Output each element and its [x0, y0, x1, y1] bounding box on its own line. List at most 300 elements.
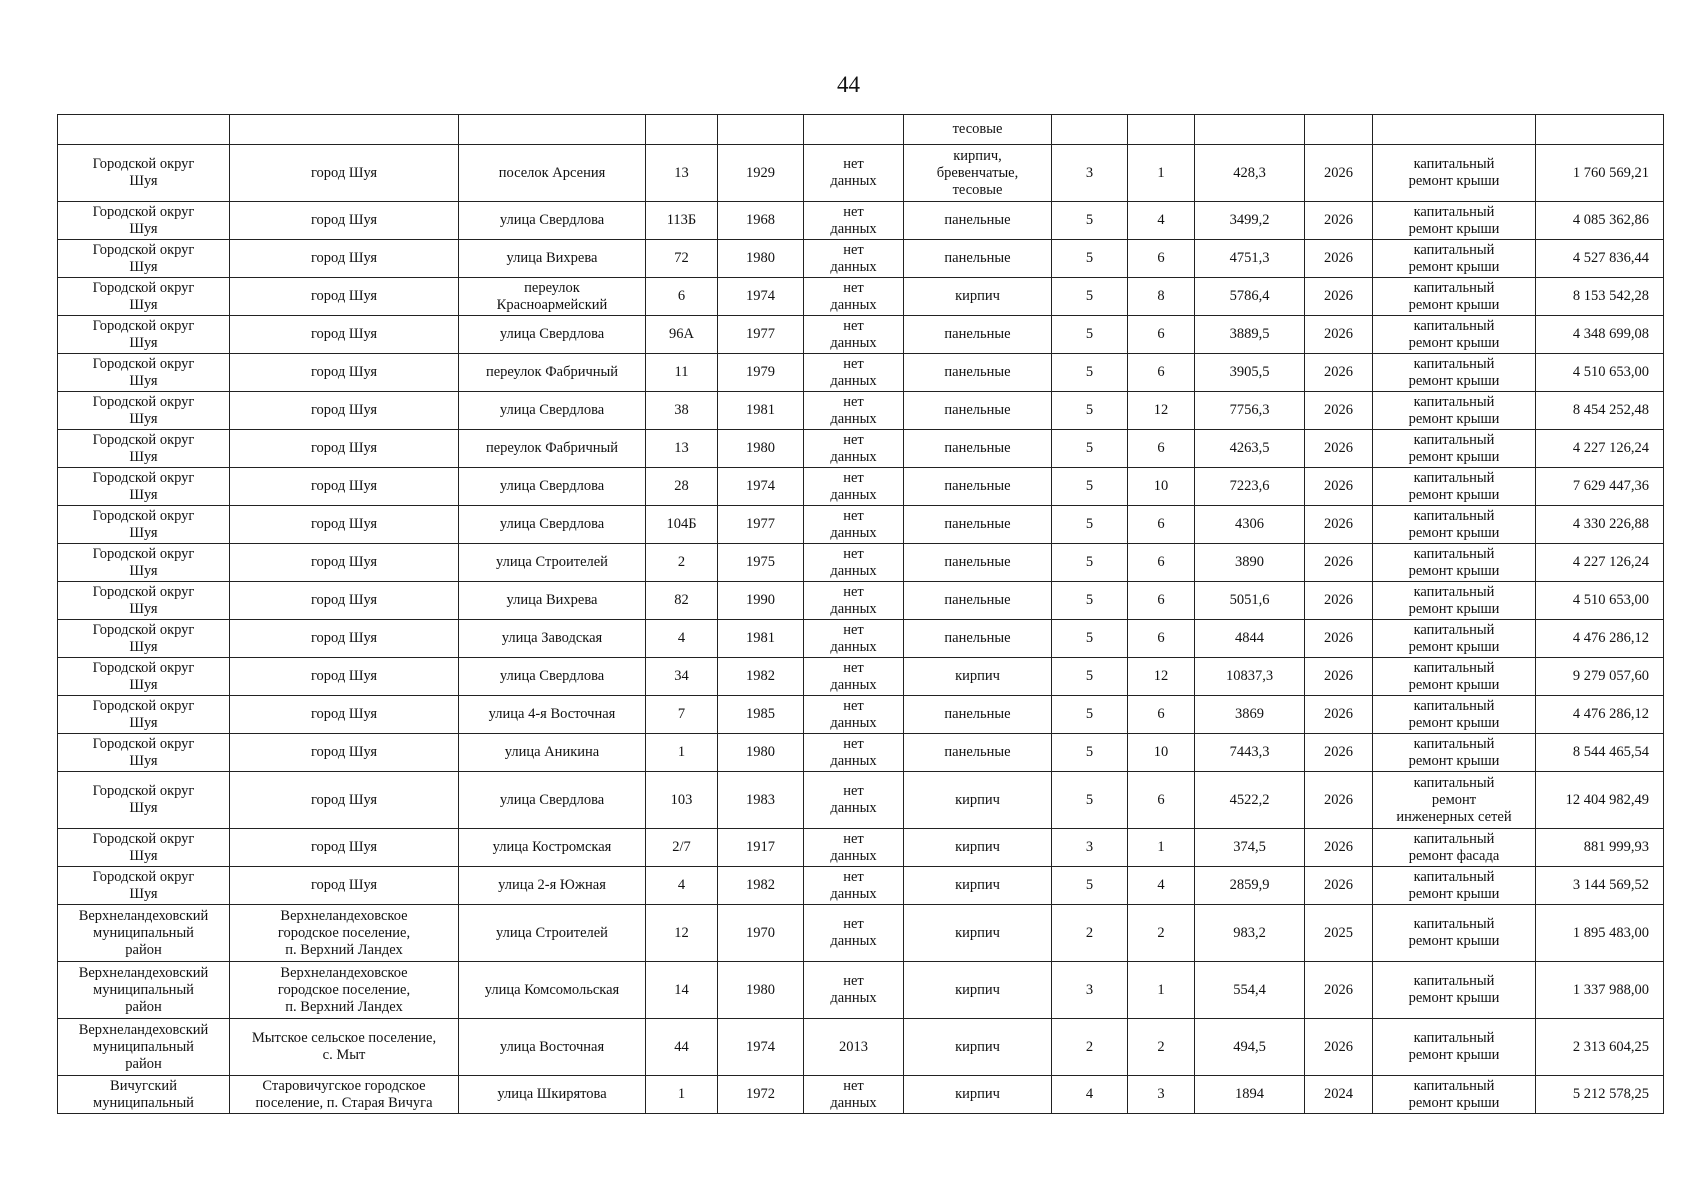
- cell-area: 4844: [1195, 620, 1305, 658]
- cell-house-number: 4: [646, 867, 718, 905]
- cell-year-built: 1929: [718, 145, 804, 202]
- cell-floors: 5: [1052, 392, 1128, 430]
- cell-municipality: Верхнеландеховский муниципальный район: [58, 905, 230, 962]
- cell-planned-year: 2026: [1305, 468, 1373, 506]
- table-row: [58, 240, 1664, 278]
- cell-year-built: 1981: [718, 620, 804, 658]
- cell-street: улица 2-я Южная: [459, 867, 646, 905]
- cell-settlement: город Шуя: [230, 867, 459, 905]
- table-row: [58, 145, 1664, 202]
- cell-cost: 4 476 286,12: [1536, 620, 1664, 658]
- cell-house-number: 6: [646, 278, 718, 316]
- cell-planned-year: 2026: [1305, 867, 1373, 905]
- cell-area: 5051,6: [1195, 582, 1305, 620]
- cell-last-repair-year: нет данных: [804, 696, 904, 734]
- cell-entrances: 2: [1128, 1019, 1195, 1076]
- cell-street: улица Свердлова: [459, 658, 646, 696]
- cell-floors: 5: [1052, 202, 1128, 240]
- table-row: [58, 829, 1664, 867]
- cell-house-number: 113Б: [646, 202, 718, 240]
- cell-wall-material: кирпич: [904, 658, 1052, 696]
- cell-house-number: 38: [646, 392, 718, 430]
- cell-wall-material: панельные: [904, 734, 1052, 772]
- cell-cost: 4 330 226,88: [1536, 506, 1664, 544]
- cell-area: 7756,3: [1195, 392, 1305, 430]
- cell-area: 428,3: [1195, 145, 1305, 202]
- cell-wall-material: панельные: [904, 468, 1052, 506]
- cell-cost: 8 544 465,54: [1536, 734, 1664, 772]
- cell-floors: 5: [1052, 544, 1128, 582]
- cell-house-number: 103: [646, 772, 718, 829]
- cell-street: улица Свердлова: [459, 506, 646, 544]
- cell-entrances: 6: [1128, 772, 1195, 829]
- cell-year-built: 1975: [718, 544, 804, 582]
- cell-wall-material: панельные: [904, 696, 1052, 734]
- table-row: [58, 278, 1664, 316]
- cell-floors: 5: [1052, 867, 1128, 905]
- cell-planned-year: 2026: [1305, 240, 1373, 278]
- cell-settlement: город Шуя: [230, 506, 459, 544]
- cell-floors: 5: [1052, 772, 1128, 829]
- cell-area: 3889,5: [1195, 316, 1305, 354]
- cell-year-built: 1972: [718, 1076, 804, 1114]
- cell-settlement: город Шуя: [230, 829, 459, 867]
- cell-planned-year: 2026: [1305, 278, 1373, 316]
- cell-street: [459, 115, 646, 145]
- table-row: [58, 620, 1664, 658]
- cell-settlement: город Шуя: [230, 278, 459, 316]
- cell-municipality: Городской округ Шуя: [58, 867, 230, 905]
- cell-area: 7223,6: [1195, 468, 1305, 506]
- cell-planned-year: [1305, 115, 1373, 145]
- page-number: 44: [837, 72, 860, 97]
- cell-area: 1894: [1195, 1076, 1305, 1114]
- cell-municipality: Городской округ Шуя: [58, 658, 230, 696]
- cell-municipality: Городской округ Шуя: [58, 278, 230, 316]
- cell-year-built: 1985: [718, 696, 804, 734]
- cell-work-type: капитальный ремонт крыши: [1373, 620, 1536, 658]
- cell-year-built: 1970: [718, 905, 804, 962]
- cell-street: улица Вихрева: [459, 240, 646, 278]
- cell-last-repair-year: нет данных: [804, 392, 904, 430]
- cell-planned-year: 2026: [1305, 696, 1373, 734]
- cell-municipality: Городской округ Шуя: [58, 392, 230, 430]
- cell-year-built: 1980: [718, 734, 804, 772]
- cell-cost: 4 510 653,00: [1536, 582, 1664, 620]
- cell-house-number: 96А: [646, 316, 718, 354]
- cell-floors: 3: [1052, 829, 1128, 867]
- cell-wall-material: тесовые: [904, 115, 1052, 145]
- cell-cost: 7 629 447,36: [1536, 468, 1664, 506]
- cell-planned-year: 2026: [1305, 430, 1373, 468]
- cell-area: 7443,3: [1195, 734, 1305, 772]
- cell-floors: 5: [1052, 582, 1128, 620]
- cell-work-type: [1373, 115, 1536, 145]
- cell-street: улица Аникина: [459, 734, 646, 772]
- cell-entrances: 6: [1128, 696, 1195, 734]
- cell-street: улица Вихрева: [459, 582, 646, 620]
- cell-house-number: 2/7: [646, 829, 718, 867]
- cell-wall-material: панельные: [904, 620, 1052, 658]
- cell-planned-year: 2026: [1305, 544, 1373, 582]
- cell-settlement: город Шуя: [230, 772, 459, 829]
- cell-work-type: капитальный ремонт крыши: [1373, 240, 1536, 278]
- cell-last-repair-year: нет данных: [804, 202, 904, 240]
- cell-floors: 5: [1052, 430, 1128, 468]
- cell-work-type: капитальный ремонт крыши: [1373, 202, 1536, 240]
- cell-municipality: Городской округ Шуя: [58, 620, 230, 658]
- cell-wall-material: кирпич: [904, 772, 1052, 829]
- table-row: [58, 430, 1664, 468]
- cell-area: 4306: [1195, 506, 1305, 544]
- cell-work-type: капитальный ремонт крыши: [1373, 544, 1536, 582]
- cell-work-type: капитальный ремонт крыши: [1373, 962, 1536, 1019]
- cell-settlement: Мытское сельское поселение, с. Мыт: [230, 1019, 459, 1076]
- cell-last-repair-year: нет данных: [804, 620, 904, 658]
- cell-planned-year: 2026: [1305, 772, 1373, 829]
- cell-municipality: Городской округ Шуя: [58, 506, 230, 544]
- cell-floors: 5: [1052, 468, 1128, 506]
- cell-entrances: 12: [1128, 392, 1195, 430]
- cell-municipality: Городской округ Шуя: [58, 829, 230, 867]
- cell-cost: 8 153 542,28: [1536, 278, 1664, 316]
- cell-area: 10837,3: [1195, 658, 1305, 696]
- cell-work-type: капитальный ремонт крыши: [1373, 145, 1536, 202]
- cell-cost: 1 337 988,00: [1536, 962, 1664, 1019]
- cell-wall-material: кирпич: [904, 1019, 1052, 1076]
- cell-year-built: 1982: [718, 658, 804, 696]
- cell-work-type: капитальный ремонт крыши: [1373, 506, 1536, 544]
- cell-wall-material: панельные: [904, 202, 1052, 240]
- cell-cost: 4 227 126,24: [1536, 430, 1664, 468]
- cell-settlement: город Шуя: [230, 620, 459, 658]
- cell-municipality: [58, 115, 230, 145]
- cell-cost: [1536, 115, 1664, 145]
- cell-work-type: капитальный ремонт крыши: [1373, 392, 1536, 430]
- cell-area: 3890: [1195, 544, 1305, 582]
- cell-planned-year: 2026: [1305, 1019, 1373, 1076]
- table-row: [58, 867, 1664, 905]
- cell-settlement: город Шуя: [230, 696, 459, 734]
- cell-entrances: 8: [1128, 278, 1195, 316]
- cell-area: 374,5: [1195, 829, 1305, 867]
- cell-settlement: город Шуя: [230, 392, 459, 430]
- cell-street: переулок Фабричный: [459, 430, 646, 468]
- cell-house-number: 1: [646, 1076, 718, 1114]
- cell-planned-year: 2026: [1305, 145, 1373, 202]
- cell-planned-year: 2026: [1305, 620, 1373, 658]
- cell-municipality: Городской округ Шуя: [58, 696, 230, 734]
- cell-house-number: 72: [646, 240, 718, 278]
- cell-last-repair-year: нет данных: [804, 278, 904, 316]
- cell-street: улица Свердлова: [459, 392, 646, 430]
- cell-municipality: Верхнеландеховский муниципальный район: [58, 962, 230, 1019]
- cell-entrances: 1: [1128, 145, 1195, 202]
- cell-work-type: капитальный ремонт крыши: [1373, 582, 1536, 620]
- cell-year-built: 1968: [718, 202, 804, 240]
- table-row: [58, 115, 1664, 145]
- cell-street: переулок Фабричный: [459, 354, 646, 392]
- cell-entrances: [1128, 115, 1195, 145]
- cell-house-number: 14: [646, 962, 718, 1019]
- cell-area: 3905,5: [1195, 354, 1305, 392]
- cell-floors: 2: [1052, 905, 1128, 962]
- cell-wall-material: панельные: [904, 316, 1052, 354]
- cell-area: 4522,2: [1195, 772, 1305, 829]
- cell-last-repair-year: нет данных: [804, 354, 904, 392]
- cell-area: 5786,4: [1195, 278, 1305, 316]
- cell-entrances: 6: [1128, 544, 1195, 582]
- cell-entrances: 2: [1128, 905, 1195, 962]
- cell-floors: 2: [1052, 1019, 1128, 1076]
- cell-floors: 5: [1052, 354, 1128, 392]
- cell-wall-material: кирпич, бревенчатые, тесовые: [904, 145, 1052, 202]
- table-row: [58, 354, 1664, 392]
- cell-settlement: город Шуя: [230, 354, 459, 392]
- cell-year-built: 1917: [718, 829, 804, 867]
- cell-house-number: 13: [646, 430, 718, 468]
- cell-entrances: 10: [1128, 468, 1195, 506]
- table-row: [58, 468, 1664, 506]
- cell-planned-year: 2026: [1305, 316, 1373, 354]
- cell-year-built: 1982: [718, 867, 804, 905]
- table-row: [58, 1019, 1664, 1076]
- cell-year-built: 1980: [718, 240, 804, 278]
- table-row: [58, 1076, 1664, 1114]
- cell-house-number: 2: [646, 544, 718, 582]
- cell-cost: 5 212 578,25: [1536, 1076, 1664, 1114]
- table-row: [58, 506, 1664, 544]
- cell-street: улица Свердлова: [459, 468, 646, 506]
- cell-street: улица 4-я Восточная: [459, 696, 646, 734]
- cell-wall-material: кирпич: [904, 1076, 1052, 1114]
- cell-municipality: Городской округ Шуя: [58, 202, 230, 240]
- table-row: [58, 905, 1664, 962]
- cell-cost: 4 085 362,86: [1536, 202, 1664, 240]
- cell-street: улица Свердлова: [459, 202, 646, 240]
- cell-settlement: город Шуя: [230, 430, 459, 468]
- cell-street: улица Шкирятова: [459, 1076, 646, 1114]
- cell-last-repair-year: нет данных: [804, 430, 904, 468]
- cell-municipality: Городской округ Шуя: [58, 316, 230, 354]
- cell-floors: [1052, 115, 1128, 145]
- cell-house-number: 11: [646, 354, 718, 392]
- cell-work-type: капитальный ремонт крыши: [1373, 354, 1536, 392]
- cell-area: 4263,5: [1195, 430, 1305, 468]
- cell-entrances: 6: [1128, 430, 1195, 468]
- cell-floors: 4: [1052, 1076, 1128, 1114]
- table-row: [58, 772, 1664, 829]
- cell-cost: 1 895 483,00: [1536, 905, 1664, 962]
- cell-house-number: 7: [646, 696, 718, 734]
- cell-wall-material: панельные: [904, 506, 1052, 544]
- cell-settlement: город Шуя: [230, 145, 459, 202]
- repair-schedule-table: [57, 114, 1664, 1114]
- cell-planned-year: 2026: [1305, 506, 1373, 544]
- cell-municipality: Городской округ Шуя: [58, 240, 230, 278]
- cell-settlement: Верхнеландеховское городское поселение, п. Верхний Ландех: [230, 962, 459, 1019]
- cell-area: 3499,2: [1195, 202, 1305, 240]
- cell-last-repair-year: нет данных: [804, 734, 904, 772]
- cell-last-repair-year: нет данных: [804, 1076, 904, 1114]
- cell-wall-material: панельные: [904, 240, 1052, 278]
- cell-municipality: Городской округ Шуя: [58, 772, 230, 829]
- cell-street: улица Свердлова: [459, 316, 646, 354]
- cell-area: 4751,3: [1195, 240, 1305, 278]
- table-body: [58, 115, 1664, 1114]
- cell-street: улица Строителей: [459, 905, 646, 962]
- cell-cost: 4 527 836,44: [1536, 240, 1664, 278]
- cell-wall-material: кирпич: [904, 905, 1052, 962]
- cell-settlement: Старовичугское городское поселение, п. Старая Вичуга: [230, 1076, 459, 1114]
- cell-planned-year: 2026: [1305, 658, 1373, 696]
- cell-entrances: 12: [1128, 658, 1195, 696]
- cell-planned-year: 2024: [1305, 1076, 1373, 1114]
- cell-planned-year: 2026: [1305, 829, 1373, 867]
- cell-wall-material: кирпич: [904, 278, 1052, 316]
- cell-last-repair-year: нет данных: [804, 316, 904, 354]
- cell-settlement: город Шуя: [230, 658, 459, 696]
- cell-planned-year: 2026: [1305, 734, 1373, 772]
- cell-cost: 9 279 057,60: [1536, 658, 1664, 696]
- cell-wall-material: кирпич: [904, 867, 1052, 905]
- cell-entrances: 6: [1128, 506, 1195, 544]
- cell-last-repair-year: [804, 115, 904, 145]
- cell-settlement: город Шуя: [230, 202, 459, 240]
- cell-floors: 3: [1052, 145, 1128, 202]
- cell-year-built: 1990: [718, 582, 804, 620]
- cell-house-number: 1: [646, 734, 718, 772]
- cell-municipality: Верхнеландеховский муниципальный район: [58, 1019, 230, 1076]
- cell-cost: 12 404 982,49: [1536, 772, 1664, 829]
- cell-entrances: 6: [1128, 240, 1195, 278]
- cell-work-type: капитальный ремонт крыши: [1373, 1076, 1536, 1114]
- cell-floors: 3: [1052, 962, 1128, 1019]
- cell-entrances: 6: [1128, 620, 1195, 658]
- cell-house-number: [646, 115, 718, 145]
- cell-house-number: 4: [646, 620, 718, 658]
- cell-cost: 1 760 569,21: [1536, 145, 1664, 202]
- cell-work-type: капитальный ремонт крыши: [1373, 867, 1536, 905]
- cell-last-repair-year: нет данных: [804, 829, 904, 867]
- cell-last-repair-year: нет данных: [804, 905, 904, 962]
- cell-year-built: 1980: [718, 962, 804, 1019]
- cell-municipality: Городской округ Шуя: [58, 544, 230, 582]
- cell-last-repair-year: нет данных: [804, 145, 904, 202]
- cell-floors: 5: [1052, 506, 1128, 544]
- cell-year-built: 1974: [718, 468, 804, 506]
- table-row: [58, 734, 1664, 772]
- cell-work-type: капитальный ремонт крыши: [1373, 468, 1536, 506]
- cell-settlement: город Шуя: [230, 240, 459, 278]
- cell-cost: 2 313 604,25: [1536, 1019, 1664, 1076]
- cell-entrances: 4: [1128, 867, 1195, 905]
- cell-street: улица Восточная: [459, 1019, 646, 1076]
- cell-house-number: 28: [646, 468, 718, 506]
- cell-work-type: капитальный ремонт фасада: [1373, 829, 1536, 867]
- cell-work-type: капитальный ремонт крыши: [1373, 696, 1536, 734]
- cell-wall-material: кирпич: [904, 829, 1052, 867]
- cell-work-type: капитальный ремонт крыши: [1373, 734, 1536, 772]
- cell-municipality: Городской округ Шуя: [58, 734, 230, 772]
- cell-area: 3869: [1195, 696, 1305, 734]
- cell-entrances: 6: [1128, 354, 1195, 392]
- cell-street: переулок Красноармейский: [459, 278, 646, 316]
- cell-area: 554,4: [1195, 962, 1305, 1019]
- cell-year-built: [718, 115, 804, 145]
- cell-last-repair-year: нет данных: [804, 772, 904, 829]
- cell-cost: 4 348 699,08: [1536, 316, 1664, 354]
- cell-last-repair-year: нет данных: [804, 658, 904, 696]
- cell-municipality: Городской округ Шуя: [58, 582, 230, 620]
- cell-cost: 881 999,93: [1536, 829, 1664, 867]
- cell-wall-material: панельные: [904, 430, 1052, 468]
- cell-settlement: город Шуя: [230, 544, 459, 582]
- cell-year-built: 1981: [718, 392, 804, 430]
- cell-settlement: [230, 115, 459, 145]
- cell-cost: 3 144 569,52: [1536, 867, 1664, 905]
- cell-municipality: Городской округ Шуя: [58, 354, 230, 392]
- cell-work-type: капитальный ремонт инженерных сетей: [1373, 772, 1536, 829]
- cell-planned-year: 2026: [1305, 392, 1373, 430]
- cell-entrances: 6: [1128, 316, 1195, 354]
- cell-entrances: 10: [1128, 734, 1195, 772]
- cell-work-type: капитальный ремонт крыши: [1373, 278, 1536, 316]
- cell-work-type: капитальный ремонт крыши: [1373, 316, 1536, 354]
- cell-entrances: 4: [1128, 202, 1195, 240]
- table-row: [58, 658, 1664, 696]
- cell-street: улица Комсомольская: [459, 962, 646, 1019]
- cell-area: 2859,9: [1195, 867, 1305, 905]
- cell-house-number: 44: [646, 1019, 718, 1076]
- cell-floors: 5: [1052, 696, 1128, 734]
- cell-wall-material: кирпич: [904, 962, 1052, 1019]
- cell-work-type: капитальный ремонт крыши: [1373, 430, 1536, 468]
- cell-house-number: 12: [646, 905, 718, 962]
- cell-floors: 5: [1052, 240, 1128, 278]
- cell-cost: 8 454 252,48: [1536, 392, 1664, 430]
- cell-last-repair-year: нет данных: [804, 544, 904, 582]
- cell-house-number: 34: [646, 658, 718, 696]
- cell-floors: 5: [1052, 734, 1128, 772]
- cell-year-built: 1983: [718, 772, 804, 829]
- cell-entrances: 3: [1128, 1076, 1195, 1114]
- cell-settlement: город Шуя: [230, 582, 459, 620]
- cell-cost: 4 227 126,24: [1536, 544, 1664, 582]
- cell-area: 983,2: [1195, 905, 1305, 962]
- cell-settlement: город Шуя: [230, 468, 459, 506]
- cell-cost: 4 510 653,00: [1536, 354, 1664, 392]
- table-row: [58, 392, 1664, 430]
- cell-street: улица Костромская: [459, 829, 646, 867]
- cell-work-type: капитальный ремонт крыши: [1373, 658, 1536, 696]
- table-row: [58, 962, 1664, 1019]
- table-row: [58, 544, 1664, 582]
- cell-floors: 5: [1052, 278, 1128, 316]
- table-row: [58, 316, 1664, 354]
- cell-house-number: 104Б: [646, 506, 718, 544]
- cell-street: улица Свердлова: [459, 772, 646, 829]
- cell-entrances: 1: [1128, 962, 1195, 1019]
- cell-entrances: 1: [1128, 829, 1195, 867]
- cell-street: улица Строителей: [459, 544, 646, 582]
- cell-last-repair-year: нет данных: [804, 240, 904, 278]
- cell-settlement: Верхнеландеховское городское поселение, п. Верхний Ландех: [230, 905, 459, 962]
- cell-municipality: Городской округ Шуя: [58, 430, 230, 468]
- cell-cost: 4 476 286,12: [1536, 696, 1664, 734]
- cell-year-built: 1977: [718, 316, 804, 354]
- cell-planned-year: 2026: [1305, 582, 1373, 620]
